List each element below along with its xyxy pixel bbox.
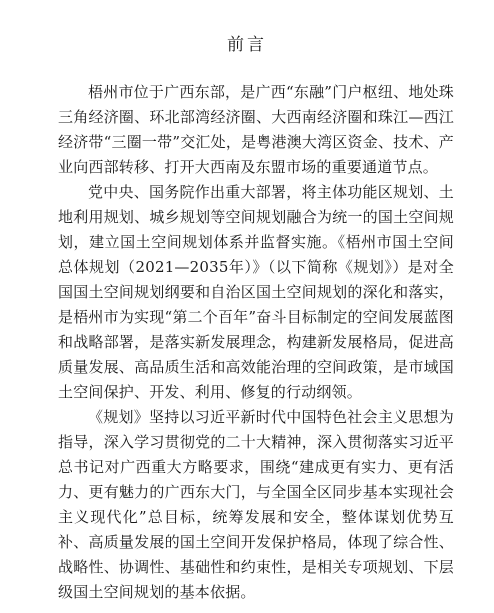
paragraph-guiding-principles: 《规划》坚持以习近平新时代中国特色社会主义思想为指导，深入学习贯彻党的二十大精神，深入贯彻落实习近平总书记对广西重大方略要求，围绕“建成更有实力、更有活力、更有魅力的广西东大门，与全国全区同步基本实现社会主义现代化”总目标，统筹发展和安全，整体谋划优势互补、高质量发展的国土空间开发保护格局，体现了综合性、战略性、协调性、基础性和约束性，是相关专项规划、下层级国土空间规划的基本依据。 [58,408,454,601]
document-body [58,80,454,605]
page-title: 前言 [227,35,267,55]
paragraph-intro: 梧州市位于广西东部，是广西“东融”门户枢纽、地处珠三角经济圈、环北部湾经济圈、大西南经济圈和珠江—西江经济带“三圈一带”交汇处，是粤港澳大湾区资金、技术、产业向西部转移、打开大西南及东盟市场的重要通道节点。 [58,83,454,176]
paragraph-planning-system: 党中央、国务院作出重大部署，将主体功能区规划、土地利用规划、城乡规划等空间规划融合为统一的国土空间规划，建立国土空间规划体系并监督实施。《梧州市国土空间总体规划（2021—2035年）》（以下简称《规划》）是对全国国土空间规划纲要和自治区国土空间规划的深化和落实，是梧州市为实现“第二个百年”奋斗目标制定的空间发展蓝图和战略部署，是落实新发展理念，构建新发展格局，促进高质量发展、高品质生活和高效能治理的空间政策，是市域国土空间保护、开发、利用、修复的行动纲领。 [58,183,454,401]
